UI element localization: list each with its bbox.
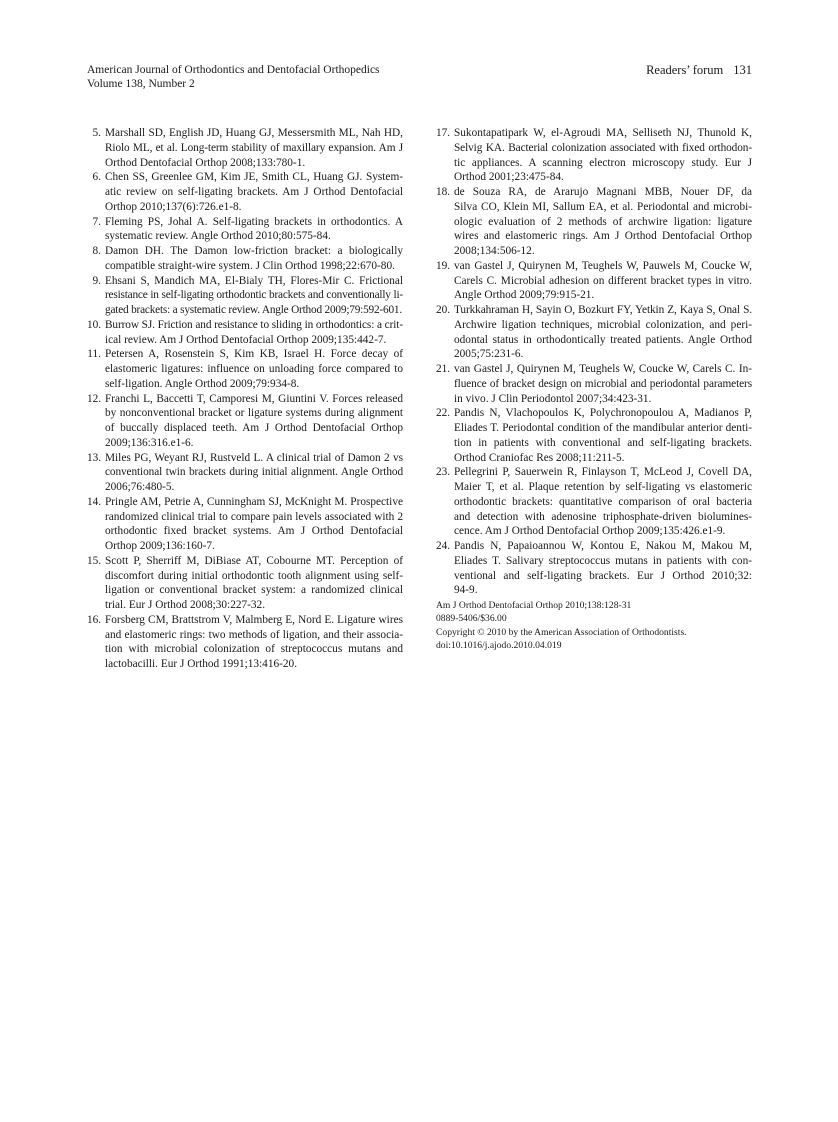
reference-line: ical review. Am J Orthod Dentofacial Orthop 2009;135:442-7. — [105, 333, 387, 346]
reference-line: randomized clinical trial to compare pain levels associated with 2 — [105, 510, 403, 523]
reference-item — [87, 244, 403, 274]
reference-line: Orthop 2010;137(6):726.e1-8. — [105, 200, 242, 213]
reference-item — [436, 406, 752, 465]
issn: 0889-5406/$36.00 — [436, 613, 507, 625]
reference-line: compatible straight-wire system. J Clin Orthod 1998;22:670-80. — [105, 259, 395, 272]
reference-number: 23. — [436, 466, 451, 479]
copyright: Copyright © 2010 by the American Association of Orthodontists. — [436, 626, 687, 638]
reference-line: Silva CO, Klein MI, Sallum EA, et al. Periodontal and microbi- — [454, 200, 752, 213]
reference-line: Pandis N, Vlachopoulos K, Polychronopoulou A, Madianos P, — [454, 407, 752, 420]
reference-line: Damon DH. The Damon low-friction bracket: a biologically — [105, 245, 403, 257]
doi: doi:10.1016/j.ajodo.2010.04.019 — [436, 640, 562, 652]
reference-number: 16. — [87, 613, 102, 626]
reference-line: Petersen A, Rosenstein S, Kim KB, Israel H. Force decay of — [105, 348, 403, 361]
reference-line: orthodontic brackets: quantitative comparison of oral bacteria — [454, 495, 752, 508]
reference-line: Riolo ML, et al. Long-term stability of maxillary expansion. Am J — [105, 141, 403, 154]
reference-number: 5. — [92, 127, 101, 139]
reference-line: elastomeric ligatures: influence on unloading force compared to — [105, 363, 403, 375]
reference-item — [87, 451, 403, 495]
reference-item — [87, 274, 403, 318]
reference-line: ligation or conventional bracket system: a randomized clinical — [105, 584, 403, 597]
reference-line: Forsberg CM, Brattstrom V, Malmberg E, Nord E. Ligature wires — [105, 613, 403, 626]
reference-line: fluence of bracket design on microbial and periodontal parameters — [454, 377, 752, 390]
reference-item — [436, 126, 752, 185]
reference-line: Orthod Craniofac Res 2008;11:211-5. — [454, 451, 625, 464]
reference-line: Orthop 2009;136:160-7. — [105, 540, 215, 552]
reference-number: 15. — [87, 554, 102, 567]
references-right-column — [436, 126, 752, 598]
reference-number: 20. — [436, 304, 451, 316]
reference-item — [436, 465, 752, 539]
reference-line: Sukontapatipark W, el-Agroudi MA, Selliseth NJ, Thunold K, — [454, 127, 752, 139]
reference-line: resistance in self-ligating orthodontic brackets and conventionally li- — [105, 289, 403, 302]
reference-number: 7. — [92, 215, 101, 228]
reference-line: Miles PG, Weyant RJ, Rustveld L. A clinical trial of Damon 2 vs — [105, 451, 403, 464]
journal-title: American Journal of Orthodontics and Dentofacial Orthopedics — [87, 64, 380, 76]
reference-item — [436, 362, 752, 406]
reference-line: and elastomeric rings: two methods of ligation, and their associa- — [105, 628, 403, 641]
reference-line: lactobacilli. Eur J Orthod 1991;13:416-20. — [105, 658, 298, 670]
reference-line: odontal status in orthodontically treated patients. Angle Orthod — [454, 333, 752, 346]
reference-line: in vivo. J Clin Periodontol 2007;34:423-31. — [454, 392, 652, 405]
reference-line: 2008;134:506-12. — [454, 245, 535, 257]
reference-number: 13. — [87, 451, 102, 464]
reference-line: Ehsani S, Mandich MA, El-Bialy TH, Flores-Mir C. Frictional — [105, 274, 403, 287]
article-footer — [436, 599, 687, 653]
reference-item — [87, 126, 403, 170]
reference-number: 10. — [87, 318, 102, 331]
reference-number: 11. — [87, 348, 101, 361]
reference-number: 24. — [436, 540, 451, 552]
reference-line: by nonconventional bracket or ligature systems during alignment — [105, 407, 403, 420]
reference-item — [87, 495, 403, 554]
reference-number: 14. — [87, 495, 102, 508]
reference-line: Maier T, et al. Plaque retention by self-ligating vs elastomeric — [454, 481, 752, 493]
reference-number: 12. — [87, 392, 102, 405]
reference-item — [436, 539, 752, 598]
reference-line: Selvig KA. Bacterial colonization associated with fixed orthodon- — [454, 141, 752, 154]
reference-item — [436, 185, 752, 259]
reference-line: self-ligation. Angle Orthod 2009;79:934-8. — [105, 377, 300, 390]
reference-item — [436, 303, 752, 362]
reference-line: of buccally displaced teeth. Am J Orthod Dentofacial Orthop — [105, 422, 403, 434]
reference-item — [87, 215, 403, 245]
reference-line: orthodontic fixed bracket systems. Am J Orthod Dentofacial — [105, 525, 403, 538]
reference-line: wires and elastomeric rings. Am J Orthod Dentofacial Orthop — [454, 230, 752, 243]
reference-line: Scott P, Sherriff M, DiBiase AT, Cobourne MT. Perception of — [105, 554, 403, 567]
reference-number: 9. — [92, 274, 101, 287]
reference-line: 94-9. — [454, 584, 478, 597]
reference-line: 2005;75:231-6. — [454, 348, 524, 361]
reference-item — [87, 613, 403, 672]
reference-item — [87, 392, 403, 451]
reference-item — [87, 554, 403, 613]
journal-volume: Volume 138, Number 2 — [87, 78, 195, 90]
reference-line: Chen SS, Greenlee GM, Kim JE, Smith CL, Huang GJ. System- — [105, 171, 403, 184]
reference-line: and detection with adenosine triphosphate-driven biolumines- — [454, 510, 752, 523]
reference-number: 21. — [436, 363, 451, 375]
reference-line: gated brackets: a systematic review. Angle Orthod 2009;79:592-601. — [105, 304, 402, 316]
section-title: Readers’ forum — [646, 63, 724, 77]
reference-line: van Gastel J, Quirynen M, Teughels W, Coucke W, Carels C. In- — [454, 363, 752, 375]
reference-number: 6. — [92, 171, 101, 184]
reference-number: 22. — [436, 407, 451, 420]
reference-line: Burrow SJ. Friction and resistance to sliding in orthodontics: a crit- — [105, 318, 403, 331]
reference-line: 2006;76:480-5. — [105, 481, 175, 493]
reference-item — [87, 318, 403, 348]
reference-number: 18. — [436, 186, 451, 198]
reference-line: de Souza RA, de Ararujo Magnani MBB, Nouer DF, da — [454, 186, 752, 198]
reference-line: Archwire ligation techniques, microbial colonization, and peri- — [454, 318, 752, 331]
reference-item — [87, 170, 403, 214]
reference-line: trial. Eur J Orthod 2008;30:227-32. — [105, 599, 266, 611]
reference-line: Orthod 2001;23:475-84. — [454, 171, 564, 184]
reference-item — [436, 259, 752, 303]
reference-line: atic review on self-ligating brackets. Am J Orthod Dentofacial — [105, 186, 403, 198]
reference-line: Pellegrini P, Sauerwein R, Finlayson T, McLeod J, Covell DA, — [454, 466, 752, 479]
references-left-column — [87, 126, 403, 672]
reference-number: 8. — [92, 245, 101, 257]
reference-line: 2009;136:316.e1-6. — [105, 436, 194, 449]
reference-line: Carels C. Microbial adhesion on different bracket types in vitro. — [454, 274, 752, 287]
reference-line: Eliades T. Salivary streptococcus mutans in patients with con- — [454, 554, 752, 567]
reference-line: ventional and self-ligating brackets. Eur J Orthod 2010;32: — [454, 569, 752, 582]
reference-line: Fleming PS, Johal A. Self-ligating brackets in orthodontics. A — [105, 215, 403, 228]
reference-line: Pandis N, Papaioannou W, Kontou E, Nakou M, Makou M, — [454, 540, 752, 552]
reference-line: tion with microbial colonization of streptococcus mutans and — [105, 643, 403, 656]
reference-line: tion in patients with conventional and self-ligating brackets. — [454, 436, 752, 449]
page-number: 131 — [733, 63, 752, 77]
running-header-left — [87, 63, 380, 91]
reference-line: systematic review. Angle Orthod 2010;80:575-84. — [105, 230, 331, 243]
reference-line: Franchi L, Baccetti T, Camporesi M, Giuntini V. Forces released — [105, 392, 403, 405]
reference-line: Eliades T. Periodontal condition of the mandibular anterior denti- — [454, 422, 752, 434]
reference-line: cence. Am J Orthod Dentofacial Orthop 2009;135:426.e1-9. — [454, 525, 726, 538]
reference-line: van Gastel J, Quirynen M, Teughels W, Pauwels M, Coucke W, — [454, 259, 752, 272]
citation: Am J Orthod Dentofacial Orthop 2010;138:128-31 — [436, 600, 632, 611]
reference-line: Angle Orthod 2009;79:915-21. — [454, 289, 595, 302]
reference-line: ologic evaluation of 2 methods of archwire ligation: ligature — [454, 215, 752, 228]
reference-number: 19. — [436, 259, 451, 272]
reference-item — [87, 347, 403, 391]
reference-line: conventional twin brackets during initial alignment. Angle Orthod — [105, 466, 403, 479]
reference-number: 17. — [436, 127, 451, 139]
running-header-right — [646, 63, 752, 77]
reference-line: discomfort during initial orthodontic tooth alignment using self- — [105, 569, 403, 582]
reference-line: tic appliances. A scanning electron microscopy study. Eur J — [454, 156, 752, 169]
reference-line: Marshall SD, English JD, Huang GJ, Messersmith ML, Nah HD, — [105, 127, 403, 139]
reference-line: Pringle AM, Petrie A, Cunningham SJ, McKnight M. Prospective — [105, 495, 403, 508]
reference-line: Turkkahraman H, Sayin O, Bozkurt FY, Yetkin Z, Kaya S, Onal S. — [454, 304, 752, 316]
reference-line: Orthod Dentofacial Orthop 2008;133:780-1. — [105, 156, 306, 169]
